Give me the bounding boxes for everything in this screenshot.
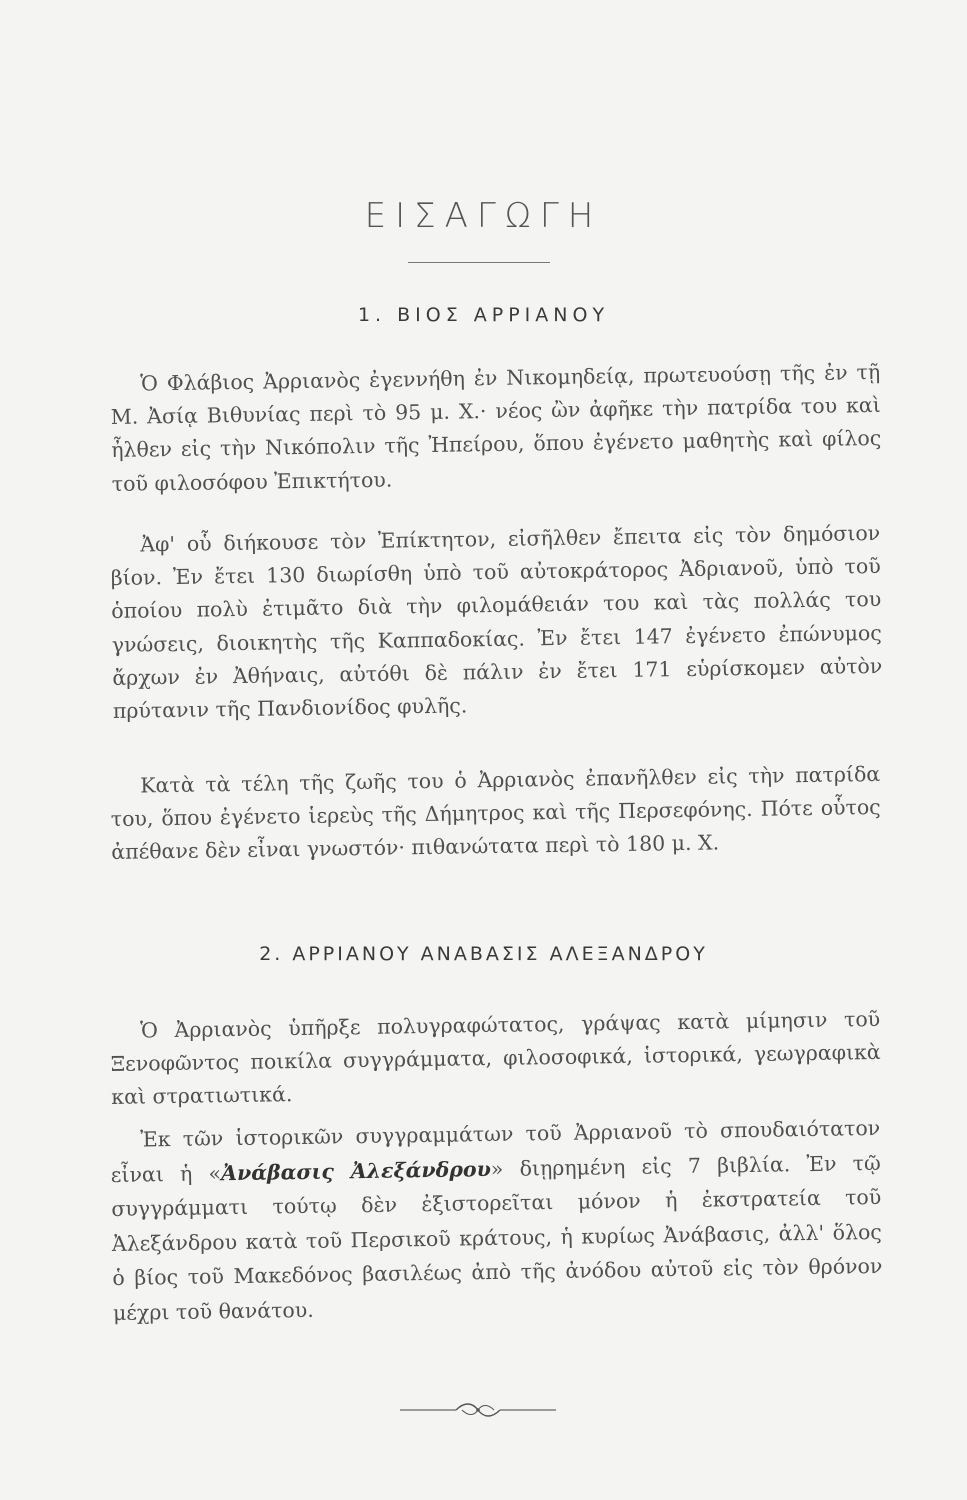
work-title: Ἀνάβασις Ἀλεξάνδρου xyxy=(220,1156,491,1185)
end-ornament-icon xyxy=(398,1398,558,1422)
paragraph-anabasis-1: Ὁ Ἀρριανὸς ὑπῆρξε πολυγραφώτατος, γράψας κατὰ μίμησιν τοῦ Ξενοφῶντος ποικίλα συγγράμματα, φιλοσοφικά, ἱστορικά, γεωγραφικὰ καὶ στρατιωτικά. xyxy=(110,1006,881,1110)
section-heading-bios: 1. ΒΙΟΣ ΑΡΡΙΑΝΟΥ xyxy=(357,304,610,326)
paragraph-anabasis-2-end: » διῃρημένη εἰς 7 βιβλία. Ἐν τῷ συγγράμματι τούτῳ δὲν ἐξιστορεῖται μόνον ἡ ἐκστρατεία τοῦ Ἀλεξάνδρου κατὰ τοῦ Περσικοῦ κράτους, ἡ κυρίως Ἀνάβασις, ἀλλ' ὅλος ὁ βίος τοῦ Μακεδόνος βασιλέως ἀπὸ τῆς ἀνόδου αὐτοῦ εἰς τὸν θρόνον μέχρι τοῦ θανάτου. xyxy=(111,1150,883,1325)
paragraph-anabasis-2 xyxy=(110,1111,883,1330)
paragraph-bios-2: Ἀφ' οὗ διήκουσε τὸν Ἐπίκτητον, εἰσῆλθεν ἔπειτα εἰς τὸν δημόσιον βίον. Ἐν ἔτει 130 διωρίσθη ὑπὸ τοῦ αὐτοκράτορος Ἀδριανοῦ, ὑπὸ τοῦ ὁποίου πολὺ ἐτιμᾶτο διὰ τὴν φιλομάθειάν του καὶ τὰς πολλάς του γνώσεις, διοικητὴς τῆς Καππαδοκίας. Ἐν ἔτει 147 ἐγένετο ἐπώνυμος ἄρχων ἐν Ἀθήναις, αὐτόθι δὲ πάλιν ἐν ἔτει 171 εὑρίσκομεν αὐτὸν πρύτανιν τῆς Πανδιονίδος φυλῆς. xyxy=(110,520,883,723)
paragraph-bios-3: Κατὰ τὰ τέλη τῆς ζωῆς του ὁ Ἀρριανὸς ἐπανῆλθεν εἰς τὴν πατρίδα του, ὅπου ἐγένετο ἱερεὺς τῆς Δήμητρος καὶ τῆς Περσεφόνης. Πότε οὗτος ἀπέθανε δὲν εἶναι γνωστόν· πιθανώτατα περὶ τὸ 180 μ. Χ. xyxy=(110,761,881,865)
title-divider xyxy=(408,262,550,263)
paragraph-bios-1: Ὁ Φλάβιος Ἀρριανὸς ἐγεννήθη ἐν Νικομηδείᾳ, πρωτευούσῃ τῆς ἐν τῇ Μ. Ἀσίᾳ Βιθυνίας περὶ τὸ 95 μ. Χ.· νέος ὢν ἀφῆκε τὴν πατρίδα του καὶ ἦλθεν εἰς τὴν Νικόπολιν τῆς Ἠπείρου, ὅπου ἐγένετο μαθητὴς καὶ φίλος τοῦ φιλοσόφου Ἐπικτήτου. xyxy=(110,359,882,496)
section-heading-anabasis: 2. ΑΡΡΙΑΝΟΥ ΑΝΑΒΑΣΙΣ ΑΛΕΞΑΝΔΡΟΥ xyxy=(259,943,708,965)
paragraph-anabasis-2-start: Ἐκ τῶν ἱστορικῶν συγγραμμάτων τοῦ Ἀρριανοῦ τὸ σπουδαιότατον εἶναι ἡ « xyxy=(110,1115,881,1187)
page-title: ΕΙΣΑΓΩΓΗ xyxy=(364,196,603,236)
